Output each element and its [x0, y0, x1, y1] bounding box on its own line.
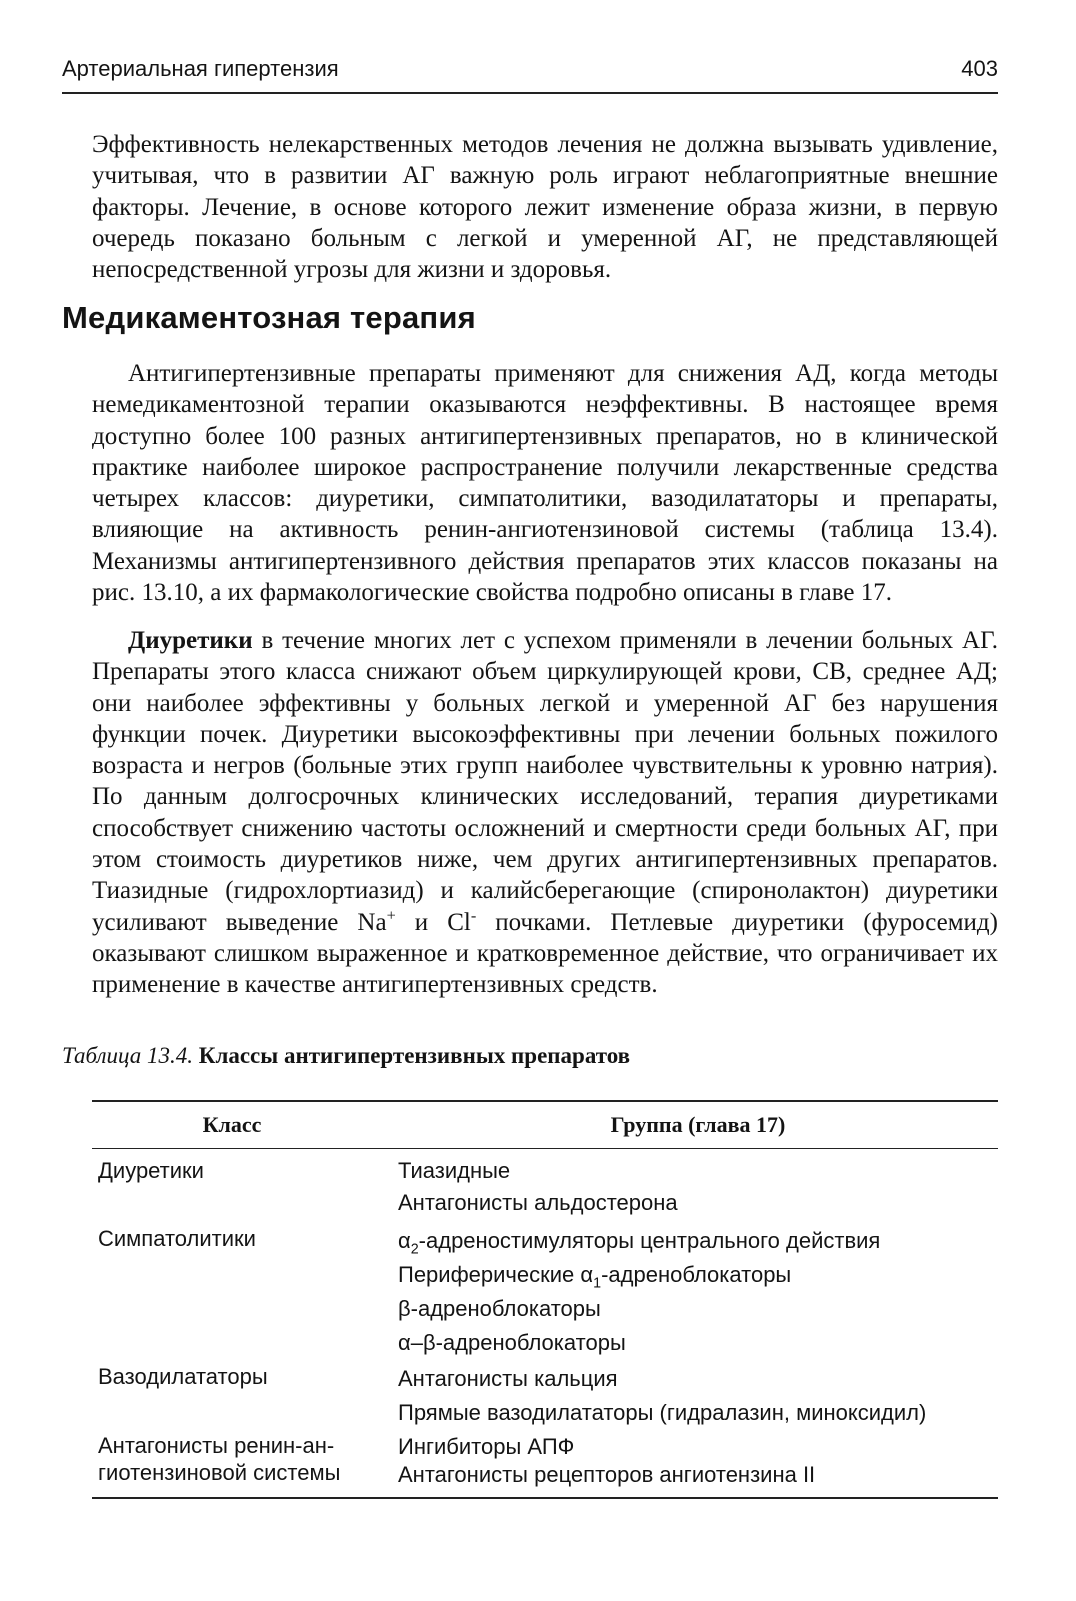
table-rule-header	[92, 1148, 998, 1149]
table-group-ace-inhibitors: Ингибиторы АПФ	[398, 1434, 575, 1459]
table-group-aldosterone-antagonists: Антагонисты альдостерона	[398, 1190, 678, 1215]
table-group-alpha1-blockers	[398, 1262, 792, 1292]
alpha1-prefix: Периферические α	[398, 1262, 594, 1287]
alpha2-prefix: α	[398, 1228, 411, 1253]
paragraph-diuretics	[92, 625, 998, 1001]
table-group-calcium-antagonists: Антагонисты кальция	[398, 1366, 618, 1391]
table-caption-label: Таблица 13.4.	[62, 1043, 194, 1068]
term-diuretics: Диуретики	[128, 627, 253, 654]
running-title: Артериальная гипертензия	[62, 56, 339, 81]
table-rule-top	[92, 1100, 998, 1102]
table-caption	[62, 1043, 630, 1069]
alpha2-subscript: 2	[410, 1241, 419, 1258]
table-group-direct-vasodilators: Прямые вазодилататоры (гидралазин, миноксидил)	[398, 1400, 927, 1425]
table-group-alpha2-agonists	[398, 1228, 881, 1258]
page-header	[62, 52, 998, 94]
paragraph-diuretics-part1: в течение многих лет с успехом применяли в лечении больных АГ. Препараты этого класса снижают объем циркулирующей крови, СВ, среднее АД; они наиболее эффективны у больных легкой и умеренной АГ без нарушения функции почек. Диуретики высокоэффективны при лечении больных пожилого возраста и негров (больные этих групп наиболее чувствительны к уровню натрия). По данным долгосрочных клинических исследований, терапия диуретиками способствует снижению частоты осложнений и смертности среди больных АГ, при этом стоимость диуретиков ниже, чем других антигипертензивных препаратов. Тиазидные (гидрохлортиазид) и калийсберегающие (спиронолактон) диуретики усиливают выведение Na	[92, 627, 998, 936]
table-header-group: Группа (глава 17)	[610, 1112, 786, 1137]
alpha2-rest: -адреностимуляторы центрального действия	[418, 1228, 881, 1253]
chloride-charge: -	[470, 906, 477, 925]
ras-class-line2: гиотензиновой системы	[98, 1460, 341, 1485]
table-group-arbs: Антагонисты рецепторов ангиотензина II	[398, 1462, 816, 1487]
table-rule-bottom	[92, 1497, 998, 1499]
paragraph-diuretics-part2: и Cl	[395, 908, 471, 936]
section-heading: Медикаментозная терапия	[62, 300, 476, 335]
table-group-alpha-beta-blockers: α–β-адреноблокаторы	[398, 1330, 626, 1355]
table-class-diuretics: Диуретики	[98, 1158, 204, 1183]
alpha1-rest: -адреноблокаторы	[601, 1262, 792, 1287]
table-group-thiazides: Тиазидные	[398, 1158, 511, 1183]
paragraph-diuretics-part3: почками. Петлевые диуретики (фуросемид) оказывают слишком выраженное и кратковременное действие, что ограничивает их применение в качестве антигипертензивных средств.	[92, 908, 998, 999]
table-class-sympatholytics: Симпатолитики	[98, 1226, 256, 1251]
alpha1-subscript: 1	[593, 1275, 602, 1292]
table-class-ras-antagonists	[98, 1432, 340, 1486]
table-class-vasodilators: Вазодилататоры	[98, 1364, 268, 1389]
table-caption-title: Классы антигипертензивных препаратов	[198, 1043, 631, 1068]
page-number: 403	[961, 56, 998, 81]
ras-class-line1: Антагонисты ренин-ан-	[98, 1433, 335, 1458]
sodium-charge: +	[386, 906, 396, 925]
table-header-class: Класс	[202, 1112, 262, 1137]
paragraph-drug-therapy-intro: Антигипертензивные препараты применяют для снижения АД, когда методы немедикаментозной терапии оказываются неэффективны. В настоящее время доступно более 100 разных антигипертензивных препаратов, но в клинической практике наиболее широкое распространение получили лекарственные средства четырех классов: диуретики, симпатолитики, вазодилататоры и препараты, влияющие на активность ренин-ангиотензиновой системы (таблица 13.4). Механизмы антигипертензивного действия препаратов этих классов показаны на рис. 13.10, а их фармакологические свойства подробно описаны в главе 17.	[92, 360, 998, 607]
paragraph-nondrug-therapy: Эффективность нелекарственных методов лечения не должна вызывать удивление, учитывая, что в развитии АГ важную роль играют неблагоприятные внешние факторы. Лечение, в основе которого лежит изменение образа жизни, в первую очередь показано больным с легкой и умеренной АГ, не представляющей непосредственной угрозы для жизни и здоровья.	[92, 131, 998, 284]
table-group-beta-blockers: β-адреноблокаторы	[398, 1296, 601, 1321]
